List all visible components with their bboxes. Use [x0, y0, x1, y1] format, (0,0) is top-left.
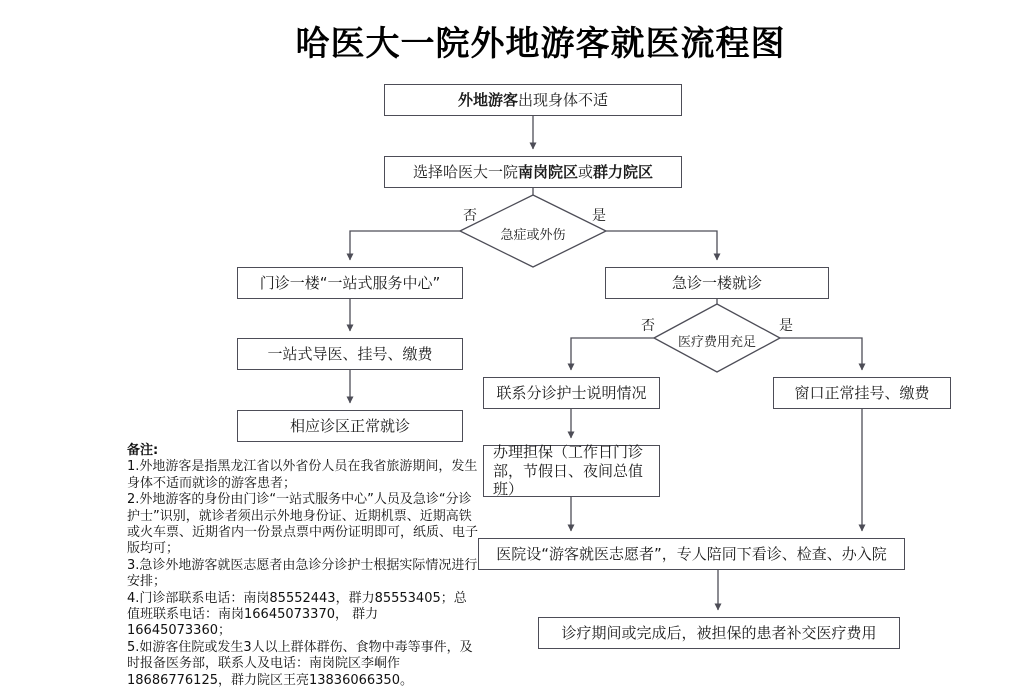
decision-fee-label: 医疗费用充足: [677, 335, 756, 350]
decision-emergency-yes-label: 是: [592, 208, 606, 224]
page-title: 哈医大一院外地游客就医流程图: [295, 24, 786, 64]
connector-decision2-yes: [780, 338, 862, 370]
decision-emergency-no-label: 否: [463, 208, 477, 224]
node-emergency-visit: 急诊一楼就诊: [605, 267, 829, 299]
note-item-1: 1.外地游客是指黑龙江省以外省份人员在我省旅游期间，发生身体不适而就诊的游客患者；: [127, 459, 478, 491]
note-item-3: 3.急诊外地游客就医志愿者由急诊分诊护士根据实际情况进行安排；: [127, 557, 478, 590]
node-start-label: [458, 91, 608, 110]
choose-mid-text: 或: [578, 162, 594, 181]
node-start: [384, 84, 682, 116]
notes-block: [127, 443, 479, 689]
node-choose-campus-label: [413, 163, 653, 182]
node-start-bold-text: 外地游客: [457, 90, 518, 109]
note-item-2: 2.外地游客的身份由门诊“一站式服务中心”人员及急诊“分诊护士”识别，就诊者须出示外地身份证、近期机票、近期高铁或火车票、近期省内一份景点票中两份证明即可，纸质、电子版均可；: [127, 492, 479, 557]
notes-heading: 备注:: [127, 443, 159, 458]
choose-campus2-text: 群力院区: [593, 162, 654, 181]
node-volunteer-escort: 医院设“游客就医志愿者”，专人陪同下看诊、检查、办入院: [478, 538, 905, 570]
connector-decision1-yes: [606, 231, 717, 260]
node-guarantee: 办理担保（工作日门诊部，节假日、夜间总值班）: [483, 445, 660, 497]
connector-decision2-no: [571, 338, 654, 370]
node-outpatient-center: 门诊一楼“一站式服务中心”: [237, 267, 463, 299]
node-pay-after-treatment: 诊疗期间或完成后，被担保的患者补交医疗费用: [538, 617, 900, 649]
node-contact-nurse: 联系分诊护士说明情况: [483, 377, 660, 409]
decision-fee-yes-label: 是: [779, 318, 793, 334]
note-item-4: 4.门诊部联系电话：南岗85552443，群力85553405；总值班联系电话：南岗16645073370， 群力16645073360；: [127, 590, 467, 639]
note-item-5: 5.如游客住院或发生3人以上群体群伤、食物中毒等事件，及时报备医务部，联系人及电话：南岗院区李峒作18686776125，群力院区王亮13836066350。: [127, 639, 473, 688]
node-start-rest-text: 出现身体不适: [518, 90, 609, 109]
decision-fee-diamond: [654, 304, 780, 372]
node-one-stop-service: 一站式导医、挂号、缴费: [237, 338, 463, 370]
connector-decision1-no: [350, 231, 460, 260]
decision-emergency-label: 急症或外伤: [500, 228, 566, 243]
node-window-pay: 窗口正常挂号、缴费: [773, 377, 951, 409]
node-normal-visit: 相应诊区正常就诊: [237, 410, 463, 442]
node-choose-campus: [384, 156, 682, 188]
decision-fee-no-label: 否: [641, 318, 655, 334]
choose-campus1-text: 南岗院区: [517, 162, 578, 181]
choose-pre-text: 选择哈医大一院: [412, 162, 518, 181]
